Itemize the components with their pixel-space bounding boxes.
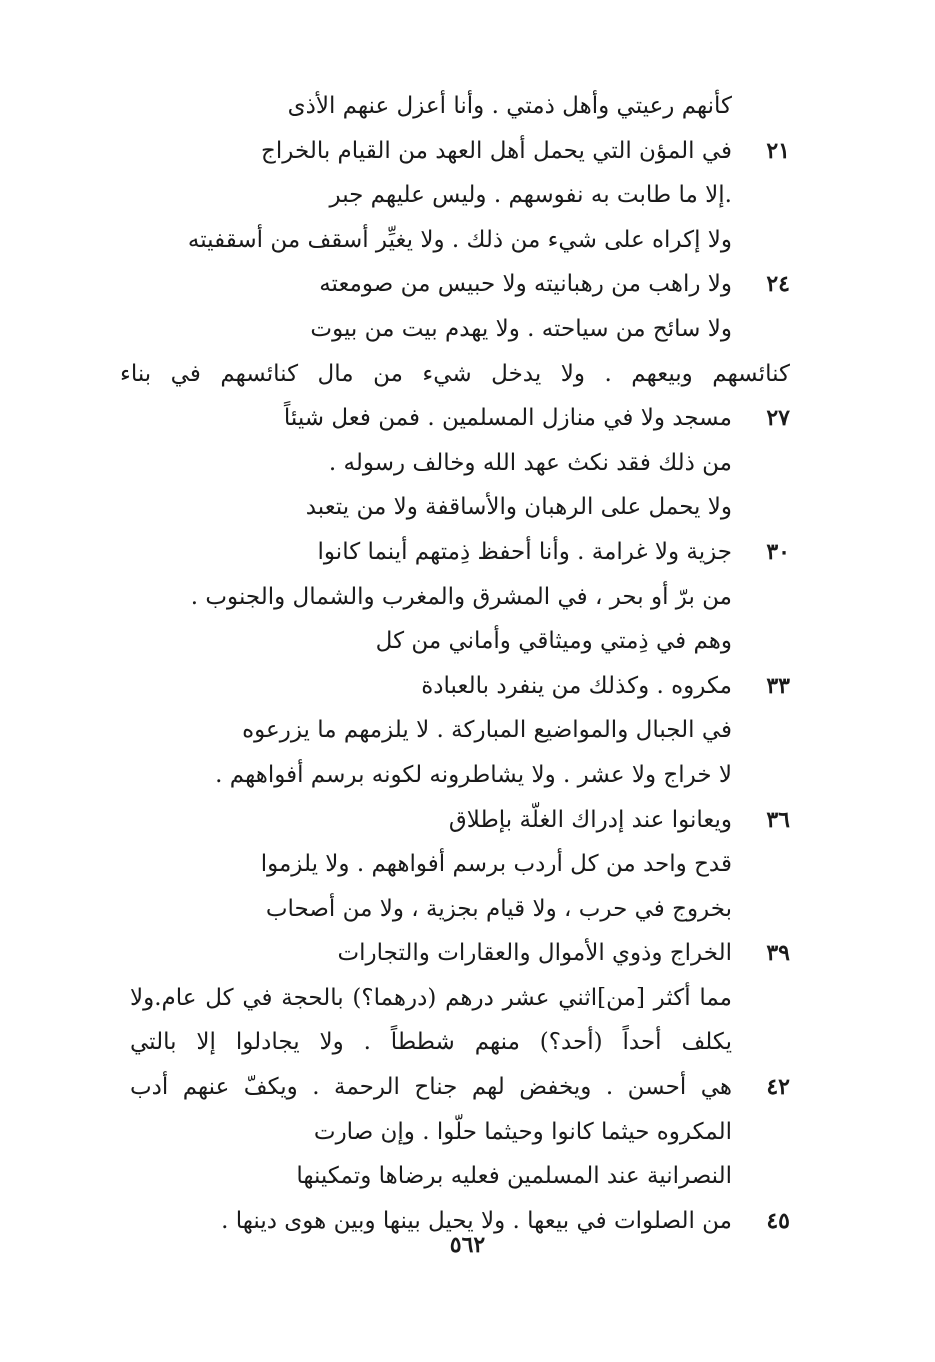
line-text: جزية ولا غرامة . وأنا أحفظ ذِمتهم أينما كانوا xyxy=(317,538,732,565)
text-line xyxy=(130,931,790,976)
line-number: ٣٩ xyxy=(766,940,790,967)
text-line xyxy=(130,262,790,307)
line-text: النصرانية عند المسلمين فعليه برضاها وتمكينها xyxy=(296,1163,732,1190)
line-number: ٣٣ xyxy=(766,672,790,699)
line-text: في الجبال والمواضيع المباركة . لا يلزمهم ما يزرعوه xyxy=(242,717,732,744)
line-text: يكلف أحداً (أحد؟) منهم شططاً . ولا يجادلوا إلا بالتي xyxy=(130,1029,732,1056)
text-line xyxy=(130,441,790,486)
line-text: ولا إكراه على شيء من ذلك . ولا يغيِّر أسقف من أسقفيته xyxy=(187,226,732,253)
text-line xyxy=(120,352,790,397)
line-text: ولا سائح من سياحته . ولا يهدم بيت من بيوت xyxy=(310,315,732,342)
line-number: ٢١ xyxy=(766,137,790,164)
text-line xyxy=(130,575,790,620)
text-line xyxy=(130,753,790,798)
line-text: مما أكثر [من]اثني عشر درهم (درهما؟) بالحجة في كل عام.ولا xyxy=(130,984,732,1011)
line-number: ٣٦ xyxy=(766,806,790,833)
line-text: .إلا ما طابت به نفوسهم . وليس عليهم جبر xyxy=(329,182,732,209)
line-text: مكروه . وكذلك من ينفرد بالعبادة xyxy=(421,672,732,699)
text-line xyxy=(130,1020,790,1065)
line-number: ٢٤ xyxy=(766,271,790,298)
line-text: مسجد ولا في منازل المسلمين . فمن فعل شيئاً xyxy=(283,405,732,432)
line-text: ولا راهب من رهبانيته ولا حبيس من صومعته xyxy=(319,271,732,298)
line-number: ٤٢ xyxy=(766,1074,790,1101)
text-line xyxy=(130,129,790,174)
text-line xyxy=(130,530,790,575)
text-line xyxy=(130,619,790,664)
line-text: هي أحسن . ويخفض لهم جناح الرحمة . ويكفّ عنهم أدب xyxy=(130,1074,732,1101)
line-text: كنائسهم وبيعهم . ولا يدخل شيء من مال كنائسهم في بناء xyxy=(120,360,790,387)
line-text: من برّ أو بحر ، في المشرق والمغرب والشمال والجنوب . xyxy=(190,583,732,610)
text-line xyxy=(130,396,790,441)
line-number: ٤٥ xyxy=(766,1207,790,1234)
text-line xyxy=(130,708,790,753)
text-line xyxy=(130,485,790,530)
page-number: ٥٦٢ xyxy=(449,1232,486,1258)
text-line xyxy=(130,842,790,887)
line-text: الخراج وذوي الأموال والعقارات والتجارات xyxy=(337,940,732,967)
line-number: ٣٠ xyxy=(766,538,790,565)
line-text: المكروه حيثما كانوا وحيثما حلّوا . وإن صارت xyxy=(313,1118,732,1145)
line-text: في المؤن التي يحمل أهل العهد من القيام بالخراج xyxy=(261,137,732,164)
text-line xyxy=(130,307,790,352)
text-line xyxy=(130,976,790,1021)
text-line xyxy=(130,887,790,932)
text-line xyxy=(130,173,790,218)
body-text xyxy=(120,84,790,1243)
line-text: قدح واحد من كل أردب برسم أفواههم . ولا يلزموا xyxy=(260,851,732,878)
line-text: وهم في ذِمتي وميثاقي وأماني من كل xyxy=(375,628,732,655)
line-text: كأنهم رعيتي وأهل ذمتي . وأنا أعزل عنهم الأذى xyxy=(287,93,732,119)
line-text: ويعانوا عند إدراك الغلّة بإطلاق xyxy=(448,806,732,833)
line-text: ولا يحمل على الرهبان والأساقفة ولا من يتعبد xyxy=(305,494,732,521)
text-line xyxy=(130,1154,790,1199)
line-text: من الصلوات في بيعها . ولا يحيل بينها وبين هوى دينها . xyxy=(221,1207,732,1234)
line-number: ٢٧ xyxy=(766,405,790,432)
text-line xyxy=(130,664,790,709)
text-line xyxy=(130,1065,790,1110)
line-text: لا خراج ولا عشر . ولا يشاطرونه لكونه برسم أفواههم . xyxy=(215,761,732,788)
text-line xyxy=(130,798,790,843)
text-line xyxy=(130,84,790,129)
text-line xyxy=(130,218,790,263)
line-text: بخروج في حرب ، ولا قيام بجزية ، ولا من أصحاب xyxy=(265,895,732,922)
line-text: من ذلك فقد نكث عهد الله وخالف رسوله . xyxy=(328,449,732,476)
text-line xyxy=(130,1110,790,1155)
